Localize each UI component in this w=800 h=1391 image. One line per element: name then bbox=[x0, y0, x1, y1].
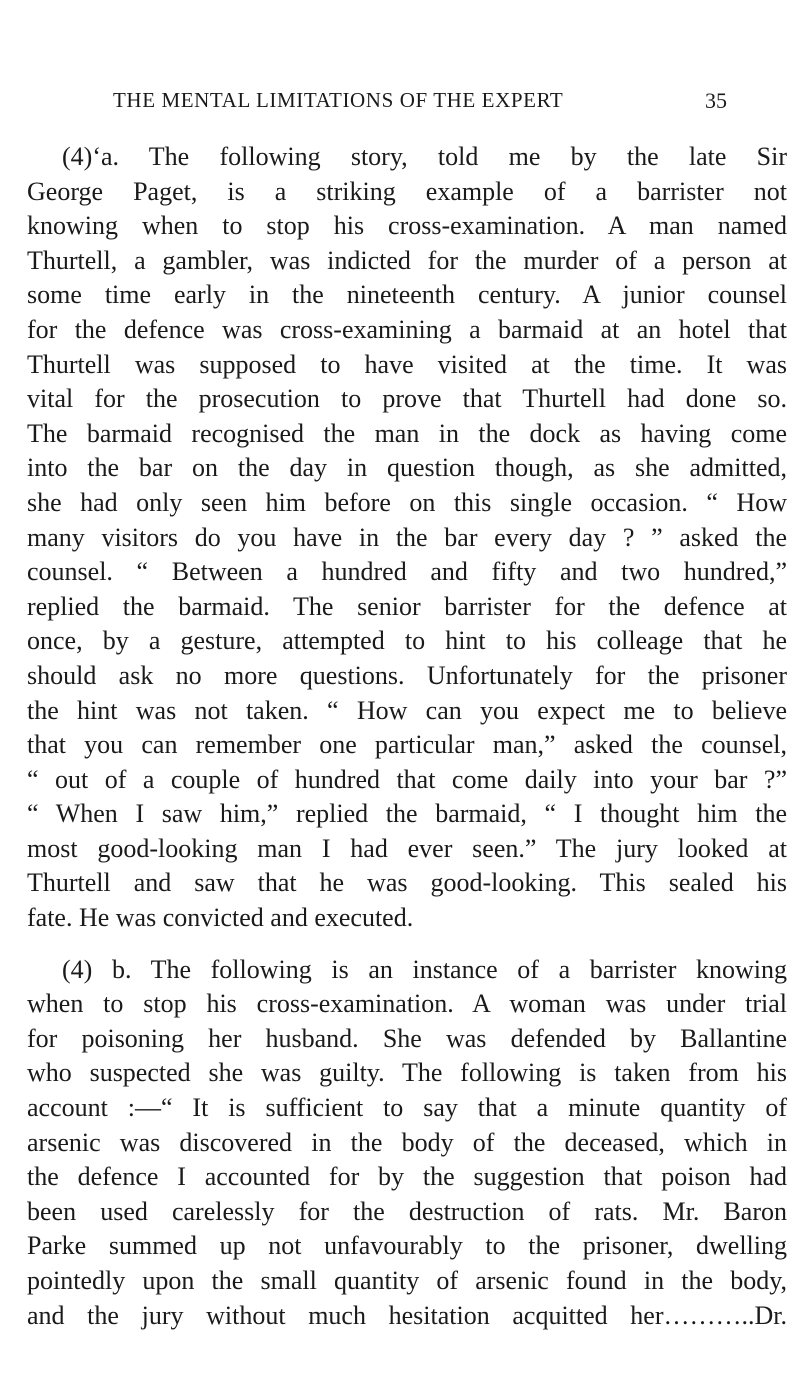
text-line: (4)‘a. The following story, told me by the late Sir bbox=[62, 142, 787, 171]
text-line: she had only seen him before on this single occasion. “ How bbox=[27, 487, 787, 517]
text-line: been used carelessly for the destruction of rats. Mr. Baron bbox=[27, 1196, 787, 1226]
text-line: account :—“ It is sufficient to say that a minute quantity of bbox=[27, 1093, 787, 1123]
text-line: Thurtell, a gambler, was indicted for the murder of a person at bbox=[27, 245, 787, 275]
text-line: Thurtell was supposed to have visited at the time. It was bbox=[27, 349, 787, 379]
text-line: arsenic was discovered in the body of the deceased, which in bbox=[27, 1127, 787, 1157]
text-line: knowing when to stop his cross-examination. A man named bbox=[27, 211, 787, 241]
text-line: some time early in the nineteenth century. A junior counsel bbox=[27, 280, 787, 310]
paragraph-b bbox=[27, 953, 787, 1334]
text-line: Parke summed up not unfavourably to the prisoner, dwelling bbox=[27, 1231, 787, 1261]
running-header bbox=[113, 88, 727, 124]
body-text bbox=[27, 140, 787, 1333]
text-line: who suspected she was guilty. The following is taken from his bbox=[27, 1058, 787, 1088]
text-line: the hint was not taken. “ How can you expect me to believe bbox=[27, 695, 787, 725]
paragraph-gap bbox=[27, 936, 787, 953]
text-line: pointedly upon the small quantity of arsenic found in the body, bbox=[27, 1266, 787, 1295]
page-number: 35 bbox=[705, 88, 727, 113]
text-line: for the defence was cross-examining a barmaid at an hotel that bbox=[27, 314, 787, 344]
text-line: vital for the prosecution to prove that Thurtell had done so. bbox=[27, 384, 787, 414]
text-line: George Paget, is a striking example of a barrister not bbox=[27, 176, 787, 206]
text-line: and the jury without much hesitation acquitted her………..Dr. bbox=[27, 1300, 787, 1330]
text-line: The barmaid recognised the man in the dock as having come bbox=[27, 418, 787, 448]
text-line: the defence I accounted for by the suggestion that poison had bbox=[27, 1162, 787, 1192]
text-line: that you can remember one particular man,” asked the counsel, bbox=[27, 730, 787, 760]
text-line: Thurtell and saw that he was good-looking. This sealed his bbox=[27, 868, 787, 898]
running-title: THE MENTAL LIMITATIONS OF THE EXPERT bbox=[113, 88, 564, 112]
text-line: fate. He was convicted and executed. bbox=[27, 903, 414, 933]
text-line: once, by a gesture, attempted to hint to his colleage that he bbox=[27, 626, 787, 656]
paragraph-a bbox=[27, 140, 787, 936]
text-line: many visitors do you have in the bar every day ? ” asked the bbox=[27, 522, 787, 552]
text-line: “ When I saw him,” replied the barmaid, “ I thought him the bbox=[27, 799, 787, 829]
text-line: most good-looking man I had ever seen.” The jury looked at bbox=[27, 833, 787, 863]
text-line: counsel. “ Between a hundred and fifty and two hundred,” bbox=[27, 557, 787, 587]
text-line: replied the barmaid. The senior barrister for the defence at bbox=[27, 591, 787, 621]
text-line: into the bar on the day in question though, as she admitted, bbox=[27, 453, 787, 483]
text-line: for poisoning her husband. She was defended by Ballantine bbox=[27, 1023, 787, 1053]
text-line: “ out of a couple of hundred that come daily into your bar ?” bbox=[27, 764, 787, 794]
text-line: (4) b. The following is an instance of a barrister knowing bbox=[62, 954, 787, 984]
text-line: should ask no more questions. Unfortunately for the prisoner bbox=[27, 660, 787, 690]
text-line: when to stop his cross-examination. A woman was under trial bbox=[27, 989, 787, 1019]
